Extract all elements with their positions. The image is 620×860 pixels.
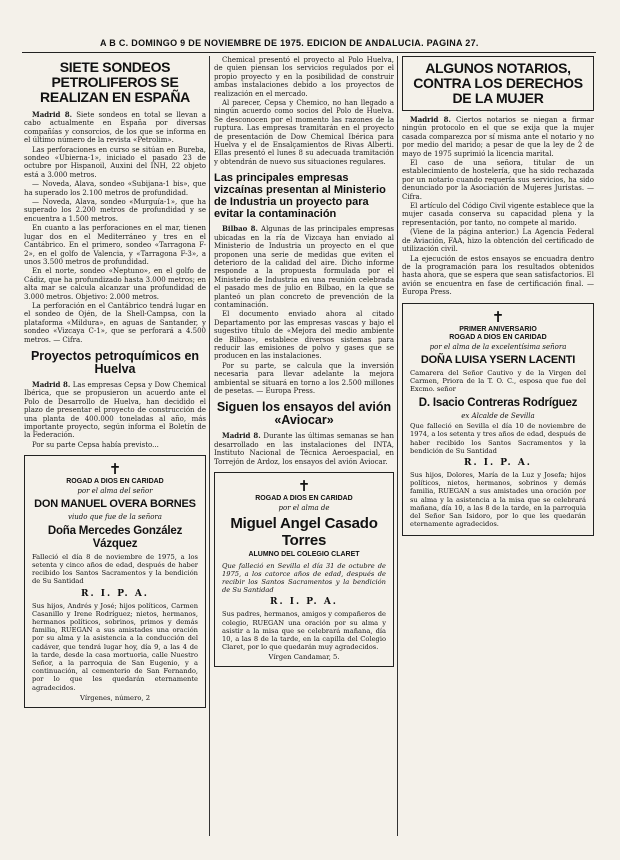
paragraph-text: En el norte, sondeo «Neptuno», en el golfo de Cádiz, que ha profundizado hasta 3.000 metros; en alta mar se calcula alcanzar una profundidad de 3.000 metros. Objetivo: 2.000 metros. [24,267,206,301]
paragraph-text: El caso de una señora, titular de un establecimiento de hostelería, que ha sido rechazada por un notario cuando requería sus servicios, ha sido denunciado por la Asociación de Mujeres Juristas. — Cifra. [402,159,594,201]
obituary-school: ALUMNO DEL COLEGIO CLARET [248,551,360,559]
headline-box [402,56,594,111]
paragraph-text: El artículo del Código Civil vigente establece que la mujer casada conserva su capacidad plena y la representación, por tanto, no compete al marido. [402,202,594,227]
obituary-text-2: Que falleció en Sevilla el día 10 de noviembre de 1974, a los setenta y tres años de edad, después de haber recibido los Santos Sacramentos y la bendición de Su Santidad [410,422,586,455]
article-body-sondeos [24,111,206,344]
headline-sondeos: SIETE SONDEOS PETROLIFEROS SE REALIZAN EN ESPAÑA [40,59,190,105]
paragraph-lead: Bilbao 8. [222,224,258,234]
article-continued-2: La ejecución de estos ensayos se encuadra dentro de la programación para los resultados obtenidos hasta ahora, que se espera que sean satisfactorios. El avión se encuentra en fase de certificación final. — Europa Press. [402,254,594,297]
paragraph-text: Las empresas Cepsa y Dow Chemical Ibérica, que se propusieron un acuerdo ante el Polo de Desarrollo de Huelva, han decidido el plazo de presentar el proyecto de construcción de una planta de 400.000 toneladas al año, más importante proyecto, según informa el Boletín de la Federación. [24,380,206,440]
obituary-overa [24,455,206,708]
cross-icon: ✝ [297,477,311,496]
obituary-lead: ROGAD A DIOS EN CARIDAD [66,478,164,486]
paragraph-lead: Madrid 8. [222,431,261,441]
obituary-sub: por el alma del señor [77,486,153,495]
paragraph-text: Siete sondeos en total se llevan a cabo actualmente en España por diversas compañías y consorcios, de los que se informa en el último número de la revista «Petrolim». [24,111,206,145]
paragraph-text: — Noveda, Alava, sondeo «Murguía-1», que ha superado los 2.200 metros de profundidad y se encuentra a 1.500 metros. [24,198,206,223]
paragraph-text: Las perforaciones en curso se sitúan en Bureba, sondeo «Ubierna-1», iniciado el pasado 23 de octubre por Hispanoil, Auxini del INH, 22 objeto está a 3.000 metros. [24,145,206,179]
paragraph [24,441,206,449]
obituary-address: Vírgen Candamar, 5. [268,653,340,662]
article-body-huelva [24,381,206,449]
obituary-name: DOÑA LUISA YSERN LACENTI [420,354,576,367]
obituary-sub: por el alma de [278,503,330,512]
column-2 [214,56,394,667]
paragraph-lead: Madrid 8. [32,110,73,119]
obituary-ysern [402,303,594,537]
paragraph [24,180,206,197]
header-rule [22,52,596,53]
paragraph-text: Por su parte, se calcula que la inversión necesaria para llevar adelante la mejora ambiental se situará en torno a los 2.500 millones de pesetas. — Europa Press. [214,361,394,395]
obituary-ripa: R. I. P. A. [464,457,532,468]
paragraph [214,432,394,466]
obituary-name: Miguel Angel Casado Torres [230,515,378,550]
obituary-family: Sus hijos, Dolores, María de la Luz y Josefa; hijos políticos, nietos, hermanos, sobrinos y demás familia, RUEGAN a sus amistades una oración por su alma y la asistencia a la misa que se celebrará mañana, día 10, a las 8 de la tarde, en la parroquia del Señor San Isidoro, por lo que les quedarán eternamente agradecidos. [410,470,586,529]
obituary-sub: por el alma de la excelentísima señora [429,342,567,351]
paragraph-lead: Madrid 8. [32,379,71,389]
continued-text: Chemical presentó el proyecto al Polo Huelva, de quien piensan los servicios regulados por el propio proyecto y en la posibilidad de construir ambas instalaciones debido a los proyectos de realización en el mercado. [214,56,394,98]
paragraph-text: La perforación en el Cantábrico tendrá lugar en el sondeo de Ojén, de la Shell-Campsa, con la plataforma «Mildura», en aguas de Santander, y sondeo «Vizcaya C-1», que se perforará a 4.500 metros. — Cifra. [24,301,206,344]
paragraph [24,146,206,180]
column-3 [402,56,594,536]
obituary-lead: PRIMER ANIVERSARIO [459,325,537,333]
paragraph [24,111,206,145]
obituary-name: DON MANUEL OVERA BORNES [34,498,196,511]
subheadline-huelva: Proyectos petroquímicos en Huelva [30,348,200,376]
article-continued: (Viene de la página anterior.) La Agencia Federal de Aviación, FAA, hizo la obtención del certificado de utilización civil. [402,228,594,254]
paragraph [214,310,394,360]
paragraph [402,159,594,201]
paragraph-text: El documento enviado ahora al citado Departamento por las empresas vascas y bajo el sugestivo título de «Mejora del medio ambiente de Bilbao», establece diversos sistemas para reducir las emisiones de polvo y gases que se producen en las instalaciones. [214,310,394,361]
column-rule [209,56,210,836]
column-rule [397,56,398,836]
cross-icon: ✝ [491,307,505,326]
paragraph [24,302,206,344]
headline-notarios: ALGUNOS NOTARIOS, CONTRA LOS DERECHOS DE LA MUJER [413,60,583,106]
obituary-text: Que falleció en Sevilla el día 31 de octubre de 1975, a los catorce años de edad, después de recibir los Santos Sacramentos y la bendición de Su Santidad [222,561,386,595]
paragraph [24,381,206,440]
article-body-aviocar [214,432,394,466]
obituary-lead: ROGAD A DIOS EN CARIDAD [255,495,353,503]
page-header: A B C. DOMINGO 9 DE NOVIEMBRE DE 1975. EDICION DE ANDALUCIA. PAGINA 27. [100,38,479,48]
obituary-husband: D. Isacio Contreras Rodríguez [418,396,578,409]
headline-vizcaya: Las principales empresas vizcaínas presentan al Ministerio de Industria un proyecto para evitar la contaminación [214,172,386,221]
paragraph [402,202,594,227]
paragraph-text: En cuanto a las perforaciones en el mar, tienen lugar dos en el Mediterráneo y tres en el Cantábrico. En el primero, sondeo «Tarragona F-2», en el golfo de Valencia, y «Tarragona F-3», a unos 3.500 metros de profundidad. [24,224,206,266]
paragraph [214,362,394,396]
obituary-ripa: R. I. P. A. [270,597,338,608]
obituary-ripa: R. I. P. A. [81,588,149,599]
article-body-vizcaya [214,225,394,395]
paragraph [214,225,394,309]
obituary-address: Vírgenes, número, 2 [79,693,151,702]
paragraph [402,116,594,158]
column-1 [24,56,206,708]
obituary-widow: Doña Mercedes González Vázquez [47,524,183,550]
paragraph-text: Por su parte Cepsa había previsto... [32,440,159,449]
cross-icon: ✝ [108,460,122,479]
obituary-husband-sub: ex Alcalde de Sevilla [461,411,535,420]
paragraph-text: Algunas de las principales empresas ubicadas en la ría de Vizcaya han enviado al Ministerio de Industria un proyecto en el que proponen una serie de medidas que eviten el deterioro de la calidad del aire. Dicho informe responde a la propuesta formulada por el Ministerio de Industria en una reunión celebrada el pasado mes de julio en Bilbao, en la que se planteó un plan concreto de prevención de la contaminación. [214,225,394,309]
paragraph-text: Ciertos notarios se niegan a firmar ningún protocolo en el que se exija que la mujer casada comparezca por sí misma ante el notario y no por medio del marido; a pesar de que la ley de 2 de mayo de 1975 suprimió la licencia marital. [402,116,594,158]
paragraph-text: — Noveda, Alava, sondeo «Subijana-1 bis», que ha superado los 2.100 metros de profundidad. [24,180,206,197]
paragraph-text: Durante las últimas semanas se han desarrollado en las instalaciones del INTA, Instituto Nacional de Técnica Aeroespacial, en Torrejón de Ardoz, los ensayos del avión Aviocar. [214,432,394,466]
obituary-text: Falleció el día 8 de noviembre de 1975, a los setenta y cinco años de edad, después de haber recibido los Santos Sacramentos y la bendición de Su Santidad [32,552,198,586]
paragraph [24,224,206,266]
obituary-text: Camarera del Señor Cautivo y de la Virgen del Carmen, Priora de la T. O. C., esposa que fue del Excmo. señor [410,369,586,394]
paragraph [24,267,206,301]
article-body-notarios [402,116,594,227]
obituary-lead-2: ROGAD A DIOS EN CARIDAD [449,334,547,342]
continued-text-2: Al parecer, Cepsa y Chemico, no han llegado a ningún acuerdo como socios del Polo de Huelva. Se desconocen por el momento las razones de la ruptura. Las empresas tramitarán en el proyecto de presentación de Dow Chemical Ibérica para Huelva y el de Ensalçamientos de Rivas Alberti. Ellas presentó el lunes 8 su adecuada tramitación y obtendrán de nuevo sus situaciones regulares. [214,99,394,166]
subheadline-aviocar: Siguen los ensayos del avión «Aviocar» [216,400,392,428]
paragraph [24,198,206,223]
obituary-family: Sus hijos, Andrés y José; hijos políticos, Carmen Casanillo y Irene Rodríguez; nietos, hermanos, hermanos políticos, sobrinos, primos y demás familia, RUEGAN a sus amistades una oración por su alma y la asistencia a la conducción del cadáver, que tendrá lugar hoy, día 9, a las 4 de la tarde, desde la casa mortuoria, calle Nuestro Señor, a la parroquia de San Eugenio, y a continuación, al cementerio de San Fernando, por lo que les quedarán eternamente agradecidos. [32,601,198,692]
paragraph-lead: Madrid 8. [410,115,451,124]
obituary-casado [214,472,394,667]
obituary-widow-intro: viudo que fue de la señora [68,513,162,522]
obituary-family: Sus padres, hermanos, amigos y compañeros de colegio, RUEGAN una oración por su alma y asistir a la misa que se celebrará mañana, día 10, a las 8 de la tarde, en la capilla del Colegio Claret, por lo que quedarán muy agradecidos. [222,610,386,652]
